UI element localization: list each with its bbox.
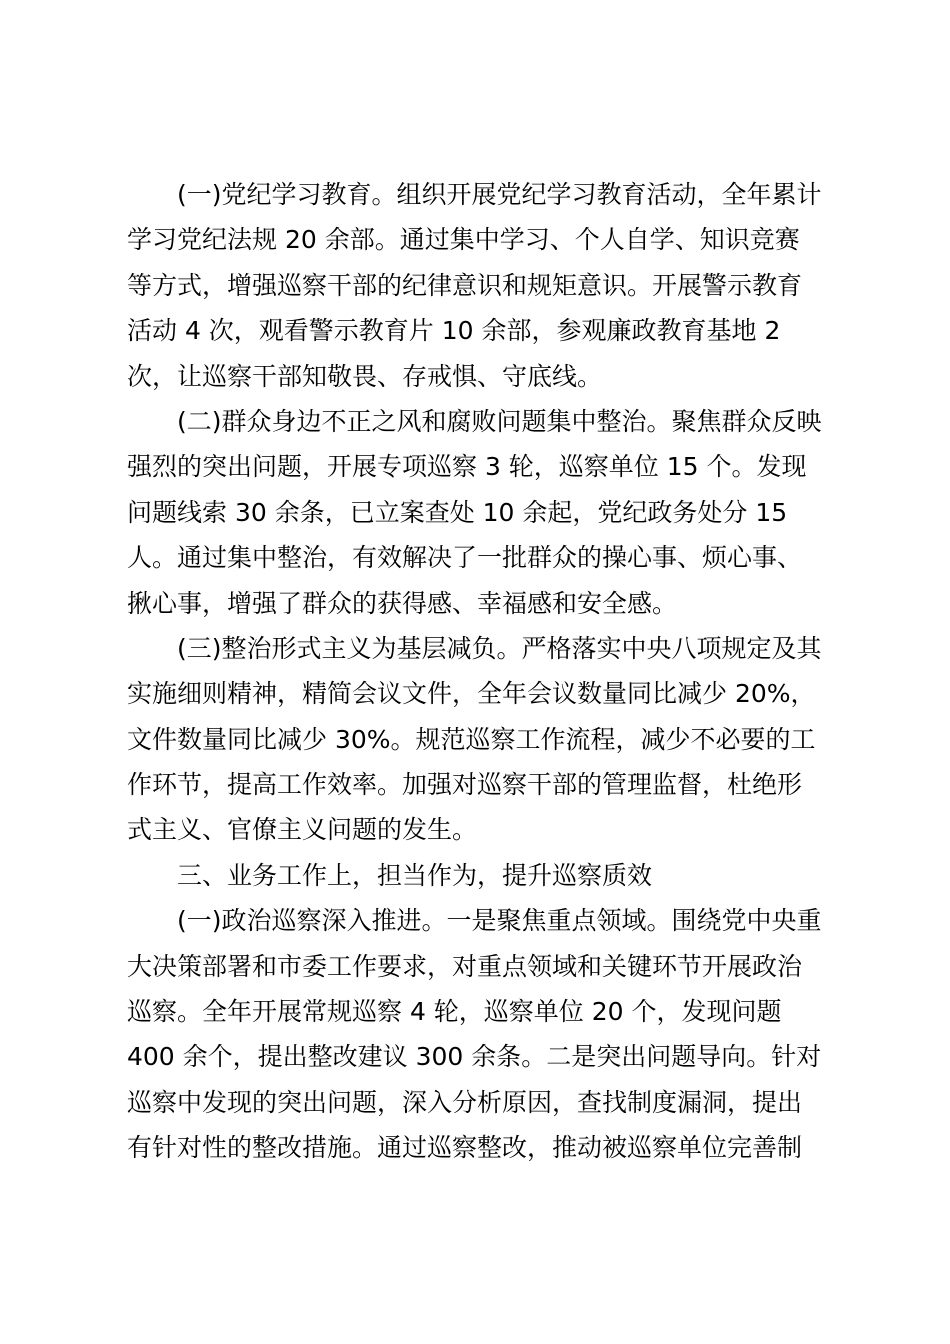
text-line: 式主义、官僚主义问题的发生。 [127,815,478,845]
text-line: 作环节，提高工作效率。加强对巡察干部的管理监督，杜绝形 [127,770,803,800]
section-heading: 三、业务工作上，担当作为，提升巡察质效 [177,860,653,890]
text-line: 大决策部署和市委工作要求，对重点领域和关键环节开展政治 [127,951,803,981]
text-line: 揪心事，增强了群众的获得感、幸福感和安全感。 [127,588,678,618]
text-line: 人。通过集中整治，有效解决了一批群众的操心事、烦心事、 [127,543,803,573]
document-body [127,172,831,1171]
text-line: 强烈的突出问题，开展专项巡察 3 轮，巡察单位 15 个。发现 [127,452,807,482]
text-line: (三)整治形式主义为基层减负。严格落实中央八项规定及其 [177,633,822,663]
text-line: 400 余个，提出整改建议 300 余条。二是突出问题导向。针对 [127,1042,822,1072]
text-line: 等方式，增强巡察干部的纪律意识和规矩意识。开展警示教育 [127,270,803,300]
text-line: 巡察中发现的突出问题，深入分析原因，查找制度漏洞，提出 [127,1087,803,1117]
text-line: 巡察。全年开展常规巡察 4 轮，巡察单位 20 个，发现问题 [127,997,782,1027]
text-line: 问题线索 30 余条，已立案查处 10 余起，党纪政务处分 15 [127,497,788,527]
text-line: 学习党纪法规 20 余部。通过集中学习、个人自学、知识竞赛 [127,225,800,255]
text-line: 实施细则精神，精简会议文件，全年会议数量同比减少 20%， [127,679,816,709]
text-line: (一)政治巡察深入推进。一是聚焦重点领域。围绕党中央重 [177,906,822,936]
text-line: 活动 4 次，观看警示教育片 10 余部，参观廉政教育基地 2 [127,316,781,346]
text-line: 有针对性的整改措施。通过巡察整改，推动被巡察单位完善制 [127,1133,803,1163]
text-line: 文件数量同比减少 30%。规范巡察工作流程，减少不必要的工 [127,724,816,754]
text-line: (一)党纪学习教育。组织开展党纪学习教育活动，全年累计 [177,180,822,209]
text-line: 次，让巡察干部知敬畏、存戒惧、守底线。 [127,361,603,391]
text-line: (二)群众身边不正之风和腐败问题集中整治。聚焦群众反映 [177,406,822,436]
